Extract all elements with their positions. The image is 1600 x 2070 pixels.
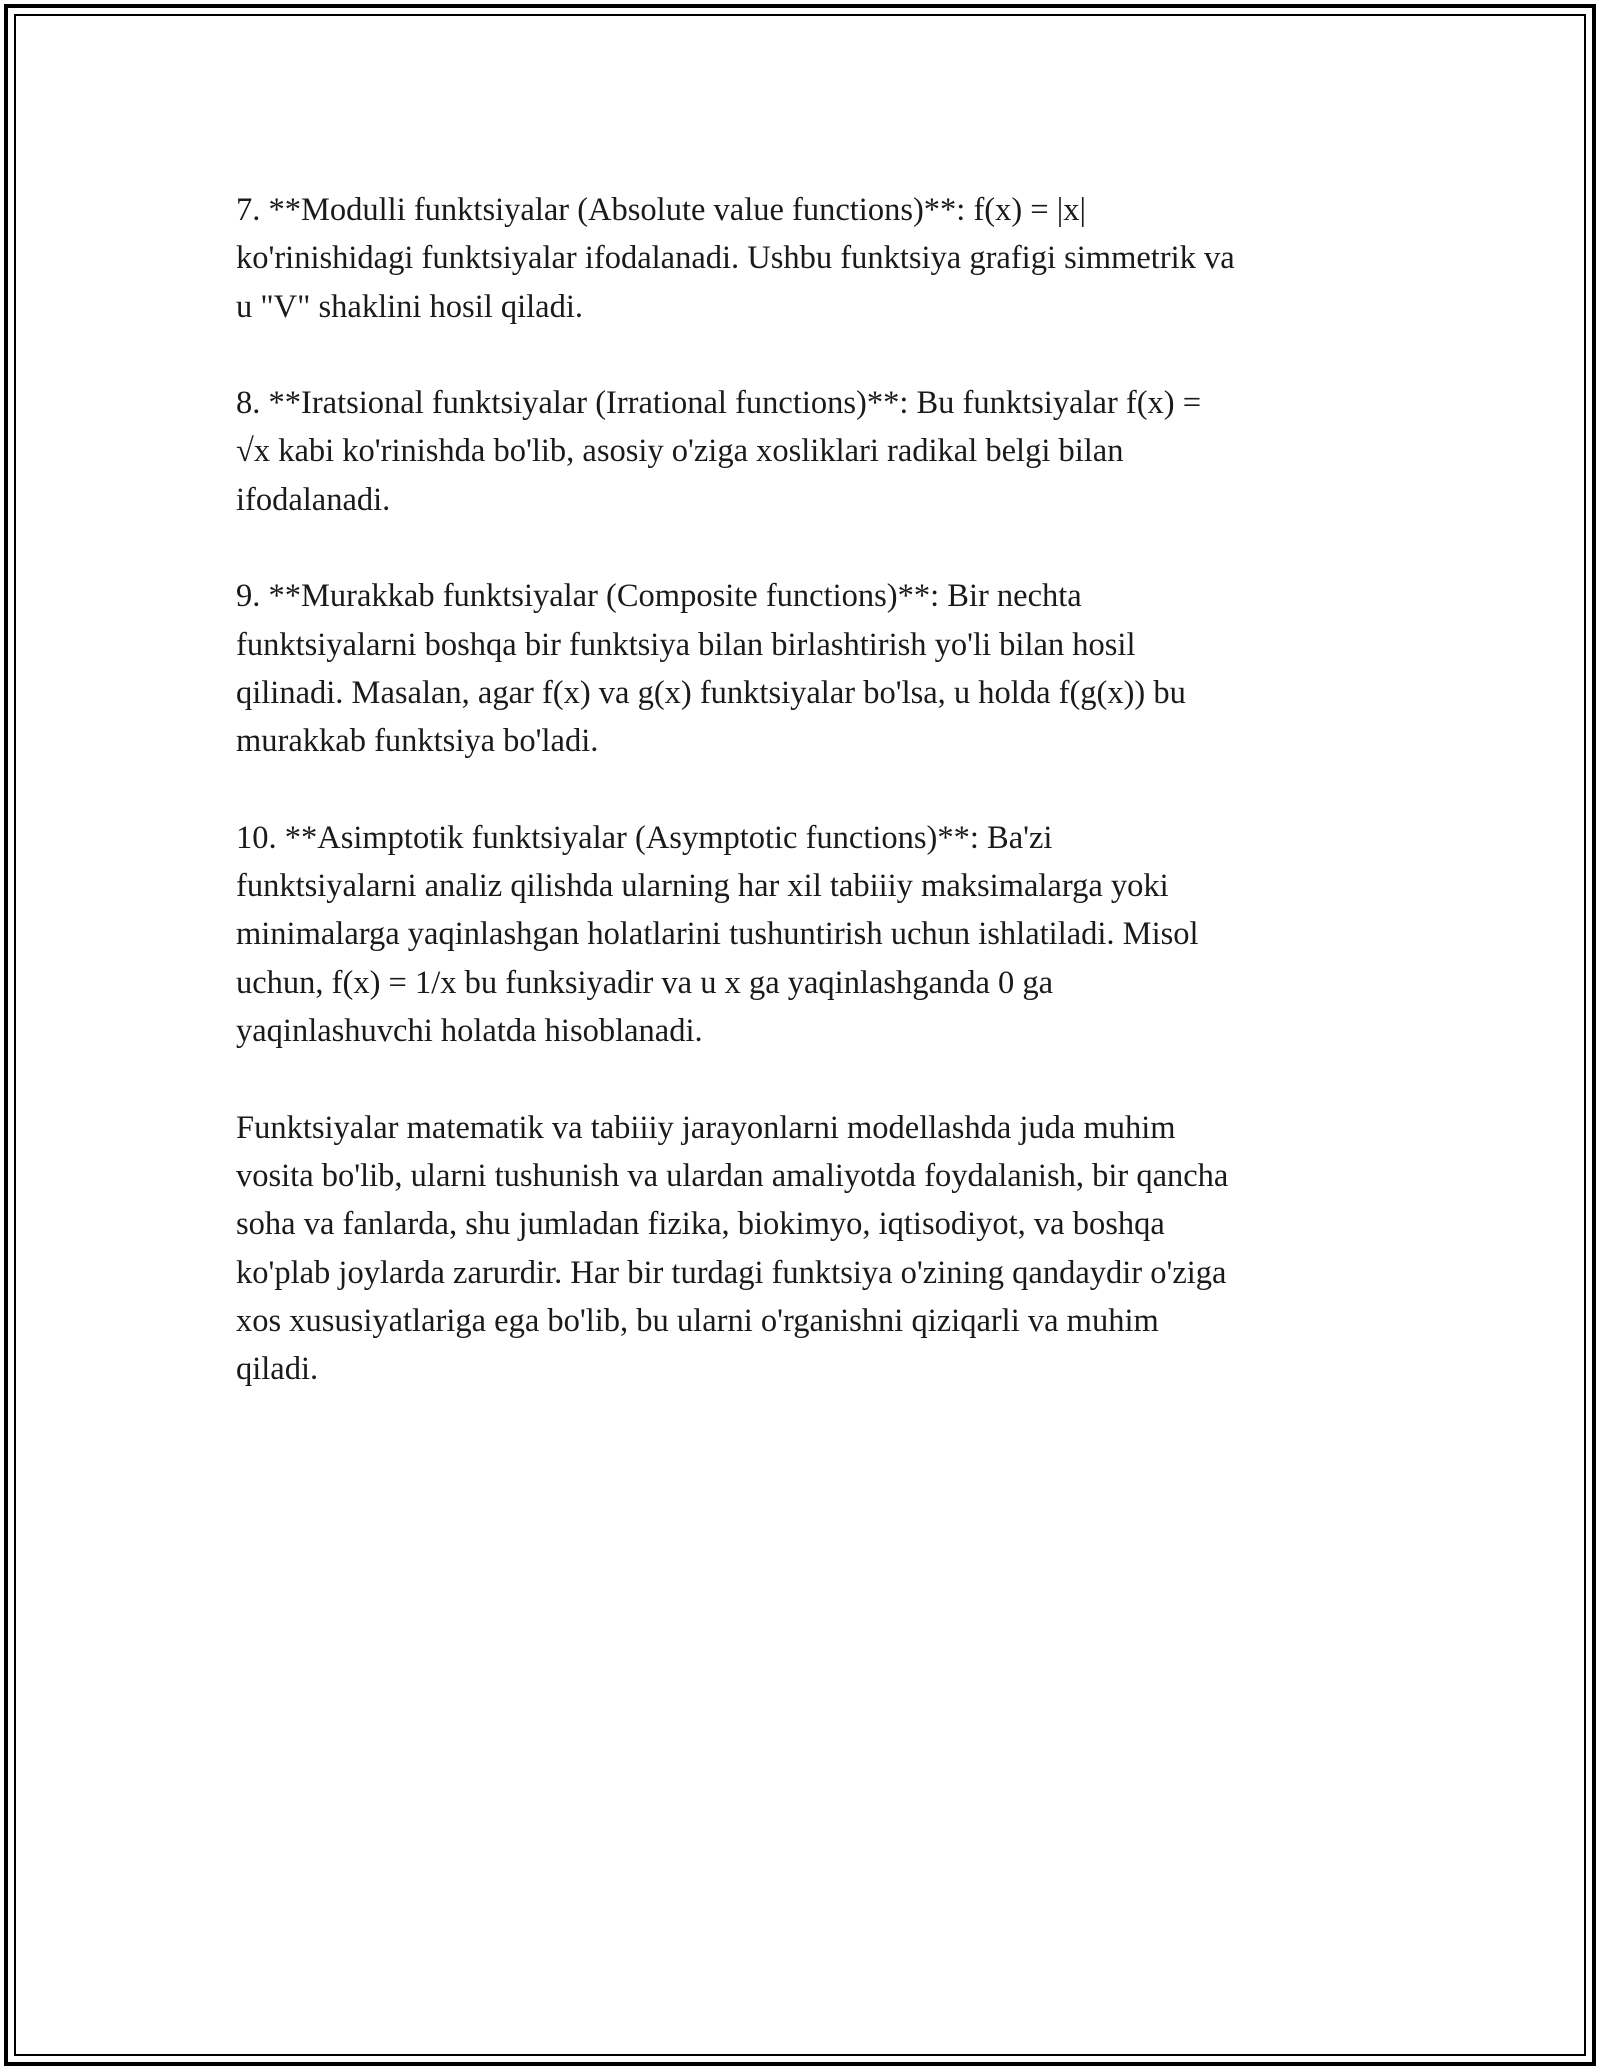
text-line: xos xususiyatlariga ega bo'lib, bu ularni o'rganishni qiziqarli va muhim <box>236 1302 1159 1339</box>
text-line: ko'rinishidagi funktsiyalar ifodalanadi. Ushbu funktsiya grafigi simmetrik va <box>236 240 1235 277</box>
paragraph-asymptotic-functions <box>236 814 1376 1055</box>
text-line: funktsiyalarni analiz qilishda ularning har xil tabiiiy maksimalarga yoki <box>236 868 1169 905</box>
paragraph-composite-functions <box>236 572 1376 765</box>
text-line: 10. **Asimptotik funktsiyalar (Asymptotic functions)**: Ba'zi <box>236 819 1053 856</box>
text-line: uchun, f(x) = 1/x bu funksiyadir va u x ga yaqinlashganda 0 ga <box>236 964 1054 1001</box>
text-line: qiladi. <box>236 1351 319 1388</box>
text-line: 9. **Murakkab funktsiyalar (Composite functions)**: Bir nechta <box>236 578 1082 615</box>
text-line: 7. **Modulli funktsiyalar (Absolute value functions)**: f(x) = |x| <box>236 192 1087 228</box>
text-line: funktsiyalarni boshqa bir funktsiya bilan birlashtirish yo'li bilan hosil <box>236 626 1136 663</box>
text-line: 8. **Iratsional funktsiyalar (Irrational functions)**: Bu funktsiyalar f(x) = <box>236 385 1202 422</box>
paragraph-conclusion <box>236 1104 1376 1394</box>
paragraph-absolute-value-functions <box>236 186 1376 331</box>
text-line: minimalarga yaqinlashgan holatlarini tushuntirish uchun ishlatiladi. Misol <box>236 916 1199 953</box>
document-body <box>236 186 1376 1442</box>
paragraph-irrational-functions <box>236 379 1376 524</box>
text-line: qilinadi. Masalan, agar f(x) va g(x) funktsiyalar bo'lsa, u holda f(g(x)) bu <box>236 674 1186 711</box>
text-line: murakkab funktsiya bo'ladi. <box>236 723 599 760</box>
text-line: soha va fanlarda, shu jumladan fizika, biokimyo, iqtisodiyot, va boshqa <box>236 1206 1165 1243</box>
text-line: yaqinlashuvchi holatda hisoblanadi. <box>236 1013 703 1050</box>
text-line: ko'plab joylarda zarurdir. Har bir turdagi funktsiya o'zining qandaydir o'ziga <box>236 1254 1227 1291</box>
text-line: ifodalanadi. <box>236 481 391 518</box>
text-line: vosita bo'lib, ularni tushunish va ulardan amaliyotda foydalanish, bir qancha <box>236 1157 1229 1194</box>
text-line: √x kabi ko'rinishda bo'lib, asosiy o'ziga xosliklari radikal belgi bilan <box>236 433 1124 470</box>
text-line: Funktsiyalar matematik va tabiiiy jarayonlarni modellashda juda muhim <box>236 1109 1176 1146</box>
text-line: u "V" shaklini hosil qiladi. <box>236 288 584 325</box>
